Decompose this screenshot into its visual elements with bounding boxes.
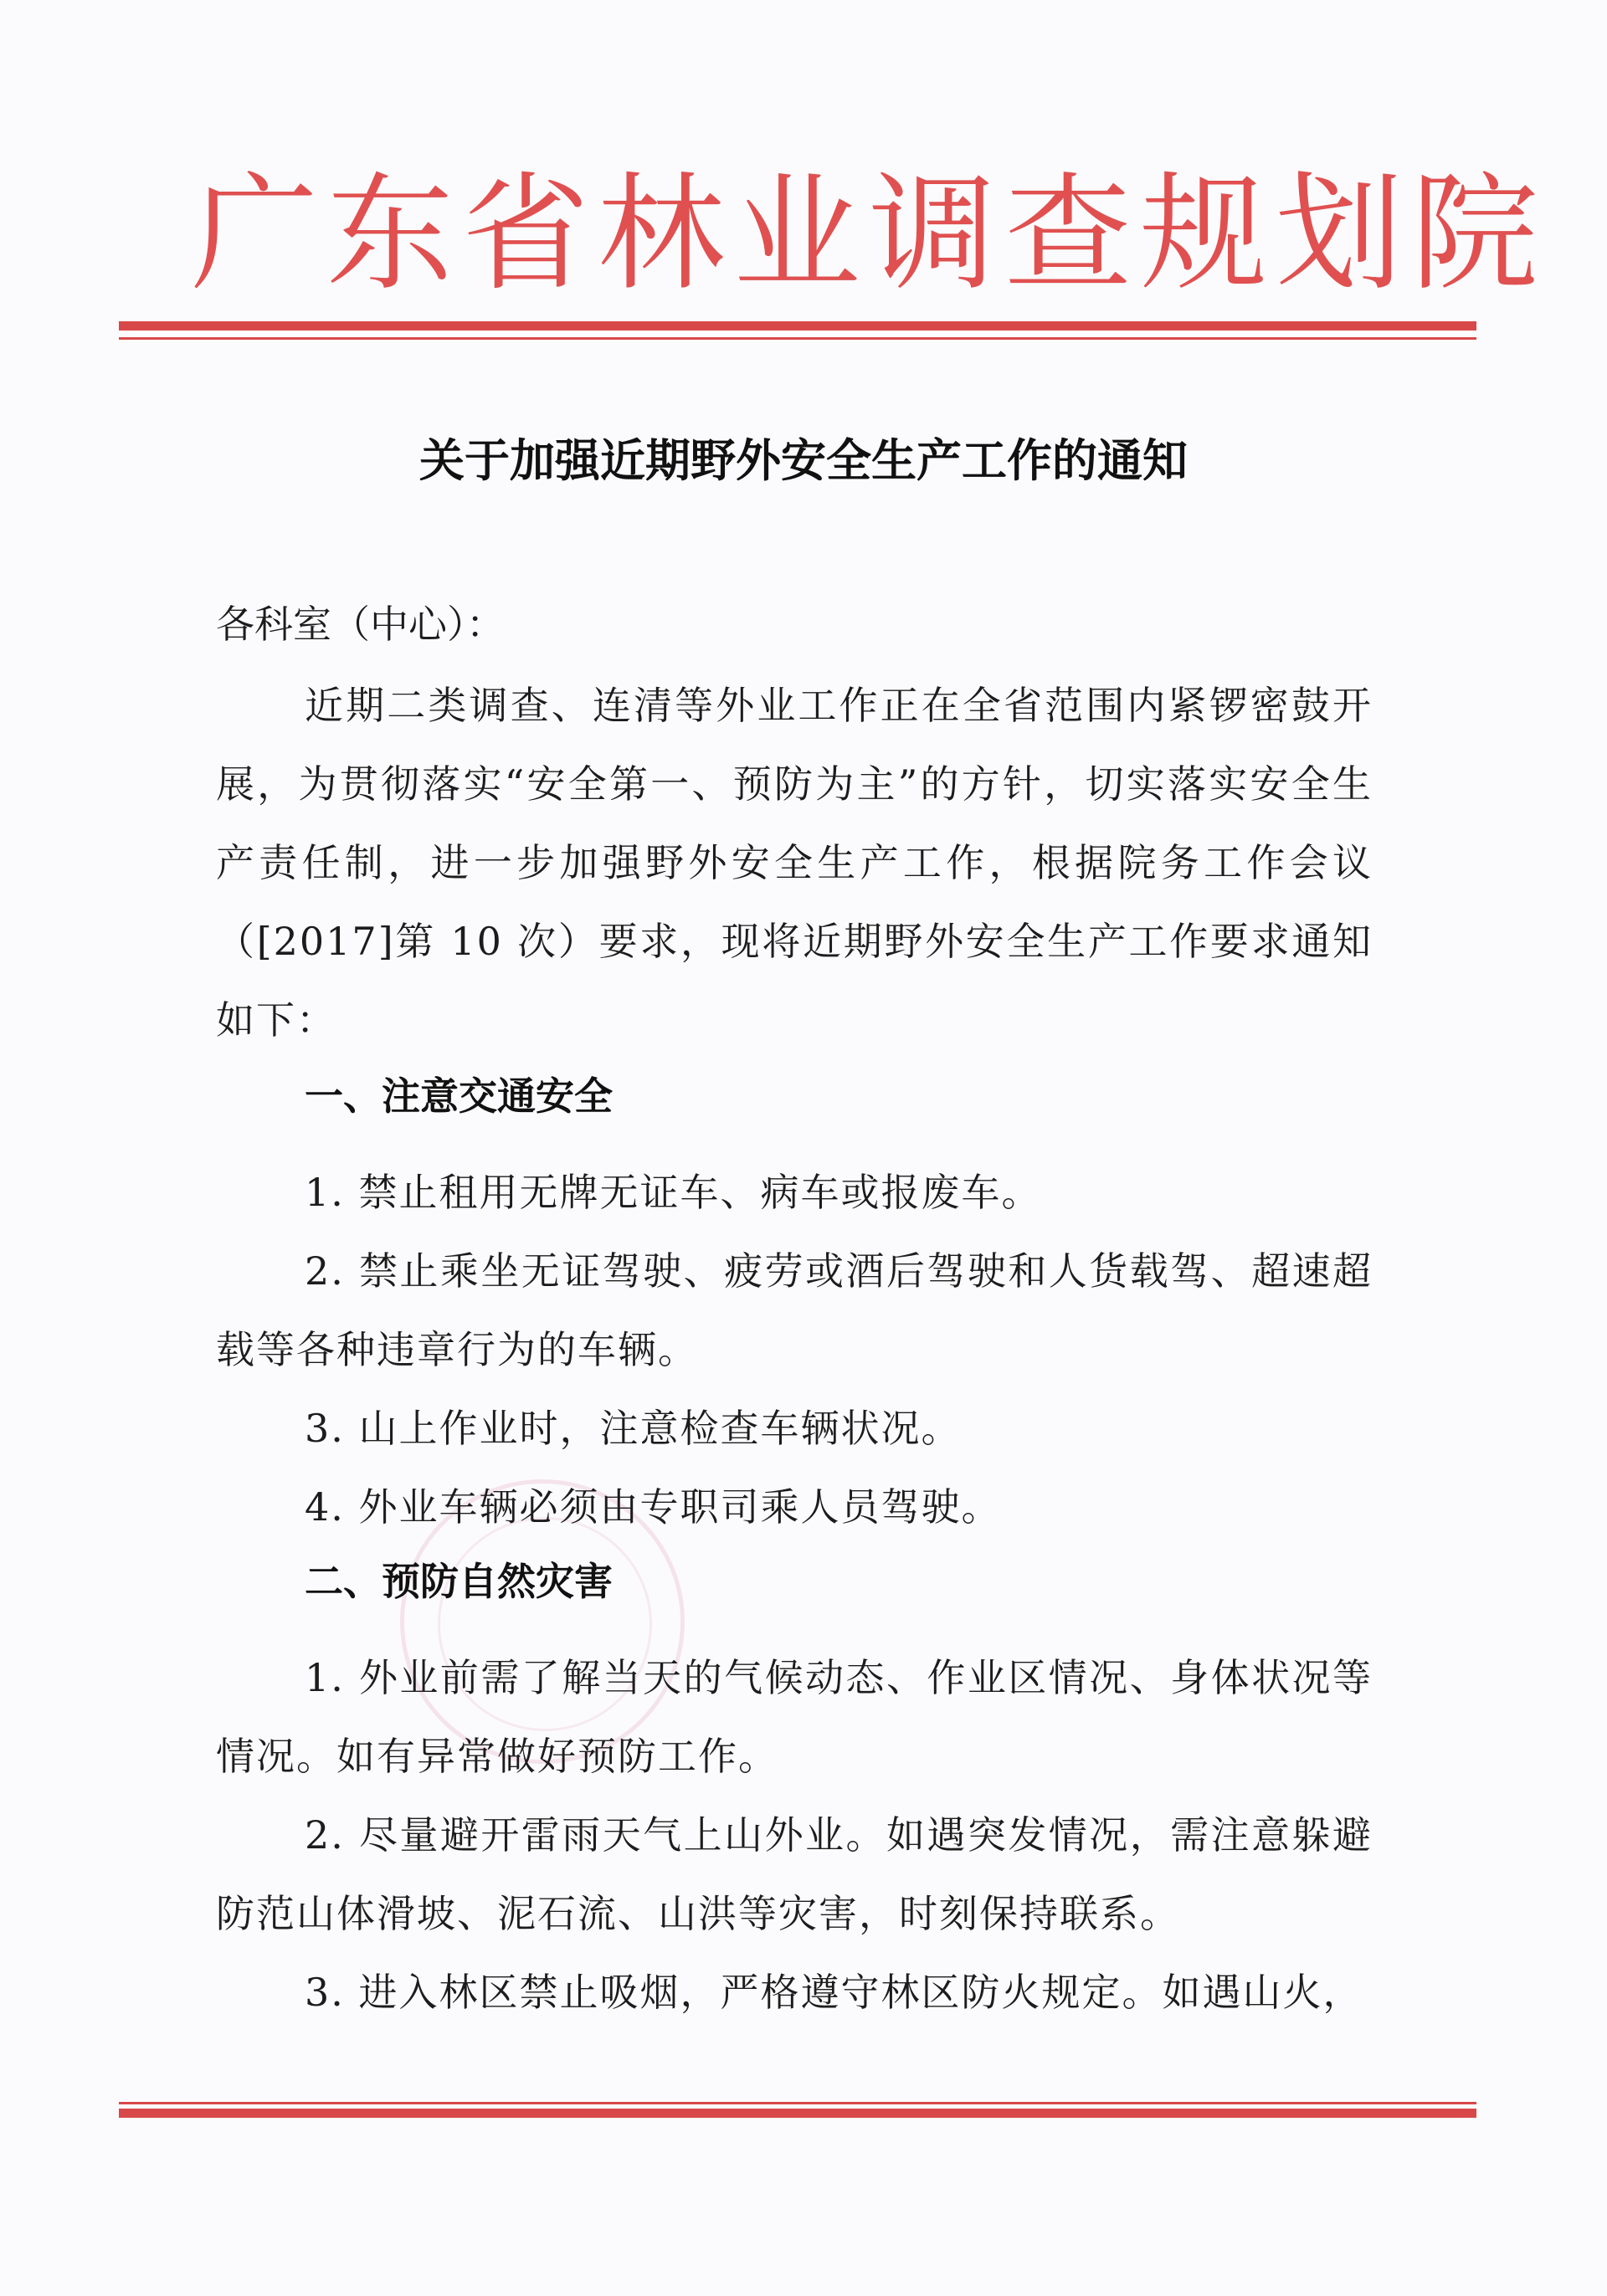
organization-letterhead: 广东省林业调查规划院 [191,160,1547,308]
disaster-item-3: 3. 进入林区禁止吸烟，严格遵守林区防火规定。如遇山火， [305,1970,1363,2015]
traffic-item-2: 2. 禁止乘坐无证驾驶、疲劳或酒后驾驶和人货载驾、超速超载等各种违章行为的车辆。 [216,1248,1373,1372]
traffic-item-4: 4. 外业车辆必须由专职司乘人员驾驶。 [305,1484,1002,1530]
letterhead-rule-thin [119,337,1476,340]
footer-rule-thin [119,2102,1476,2104]
footer-rule-thick [119,2109,1476,2118]
intro-paragraph: 近期二类调查、连清等外业工作正在全省范围内紧锣密鼓开展，为贯彻落实“安全第一、预防为主”的方针，切实落实安全生产责任制，进一步加强野外安全生产工作，根据院务工作会议（[2017]第 10 次）要求，现将近期野外安全生产工作要求通知如下： [216,683,1373,1043]
letterhead-rule-thick [119,321,1476,331]
salutation: 各科室（中心）： [216,602,505,647]
document-title: 关于加强近期野外安全生产工作的通知 [419,433,1188,487]
traffic-item-3: 3. 山上作业时，注意检查车辆状况。 [305,1406,962,1451]
disaster-item-1: 1. 外业前需了解当天的气候动态、作业区情况、身体状况等情况。如有异常做好预防工作。 [216,1655,1373,1779]
disaster-item-2: 2. 尽量避开雷雨天气上山外业。如遇突发情况，需注意躲避防范山体滑坡、泥石流、山洪等灾害，时刻保持联系。 [216,1812,1373,1936]
section-heading-traffic: 一、注意交通安全 [305,1074,613,1119]
traffic-item-1: 1. 禁止租用无牌无证车、病车或报废车。 [305,1170,1042,1215]
section-heading-disaster: 二、预防自然灾害 [305,1559,613,1604]
